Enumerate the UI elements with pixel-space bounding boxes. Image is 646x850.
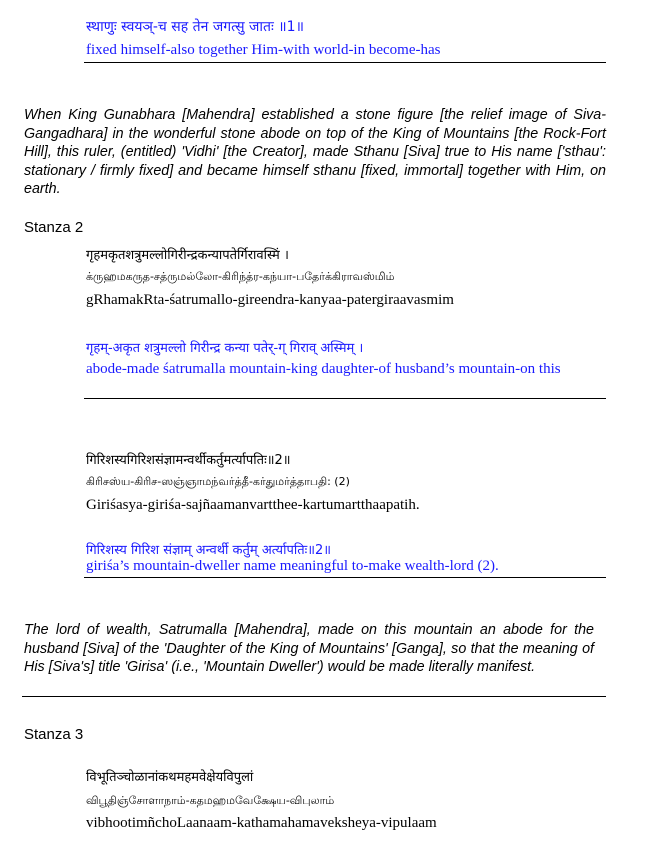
divider [22,696,606,697]
stanza2-line1-tamil: க்ருஹமகருத-சத்ருமல்லோ-கிரிந்த்ர-கந்யா-பதேர்க்கிராவஸ்மிம் [86,270,395,283]
stanza2-line2-roman: Giriśasya-giriśa-sajñaamanvartthee-kartumartthaapatih. [86,497,420,513]
translation-paragraph-2: The lord of wealth, Satrumalla [Mahendra], made on this mountain an abode for the husband [Siva] of the 'Daughter of the King of Mountains' [Ganga], so that the meaning of His [Siva's] title 'Girisa' (i.e., 'Mountain Dweller') would be made literally manifest. [24,622,594,675]
stanza2-line2-devanagari: गिरिशस्यगिरिशसंज्ञामन्वर्थीकर्तुमर्त्यापतिः॥2॥ [86,453,291,468]
stanza-2-heading: Stanza 2 [24,219,84,236]
stanza2-line2-gloss-english: giriśa’s mountain-dweller name meaningful to-make wealth-lord (2). [86,558,499,574]
stanza-3-heading: Stanza 3 [24,726,84,743]
stanza2-line1-gloss-english: abode-made śatrumalla mountain-king daughter-of husband’s mountain-on this [86,361,561,377]
stanza2-line1-roman: gRhamakRta-śatrumallo-gireendra-kanyaa-patergiraavasmim [86,292,454,308]
divider [84,62,606,63]
stanza3-tamil: விபூதிஞ்சோளாநாம்-கதமஹமவேக்ஷேய-விபுலாம் [86,794,335,807]
stanza3-devanagari: विभूतिञ्चोळानांकथमहमवेक्षेयविपुलां [86,770,254,785]
stanza2-line2-gloss-devanagari: गिरिशस्य गिरिश संज्ञाम् अन्वर्थी कर्तुम् अर्त्यापतिः॥2॥ [86,543,332,558]
translation-paragraph-1: When King Gunabhara [Mahendra] established a stone figure [the relief image of Siva-Gangadhara] in the wonderful stone abode on top of the King of Mountains [the Rock-Fort Hill], this ruler, (entitled) 'Vidhi' [the Creator], made Sthanu [Siva] true to His name ['sthau': stationary / firmly fixed] and became himself sthanu [fixed, immortal] together with Him, on earth. [24,107,606,197]
stanza1-sanskrit-gloss: स्थाणुः स्वयञ्-च सह तेन जगत्सु जातः ॥1॥ [86,19,304,35]
stanza2-line2-tamil: கிரிசஸ்ய-கிரிச-ஸஞ்ஞாமந்வர்த்தீ-கர்துமர்த்தாபதி: (2) [86,475,350,488]
stanza1-english-gloss: fixed himself-also together Him-with world-in become-has [86,42,441,58]
stanza2-line1-gloss-devanagari: गृहम्-अकृत शत्रुमल्लो गिरीन्द्र कन्या पतेर्-ग् गिराव् अस्मिम् । [86,341,364,356]
divider [84,577,606,578]
divider [84,398,606,399]
stanza2-line1-devanagari: गृहमकृतशत्रुमल्लोगिरीन्द्रकन्यापतेर्गिरावस्मिं । [86,248,289,263]
stanza3-roman: vibhootimñchoLaanaam-kathamahamaveksheya-vipulaam [86,815,437,831]
